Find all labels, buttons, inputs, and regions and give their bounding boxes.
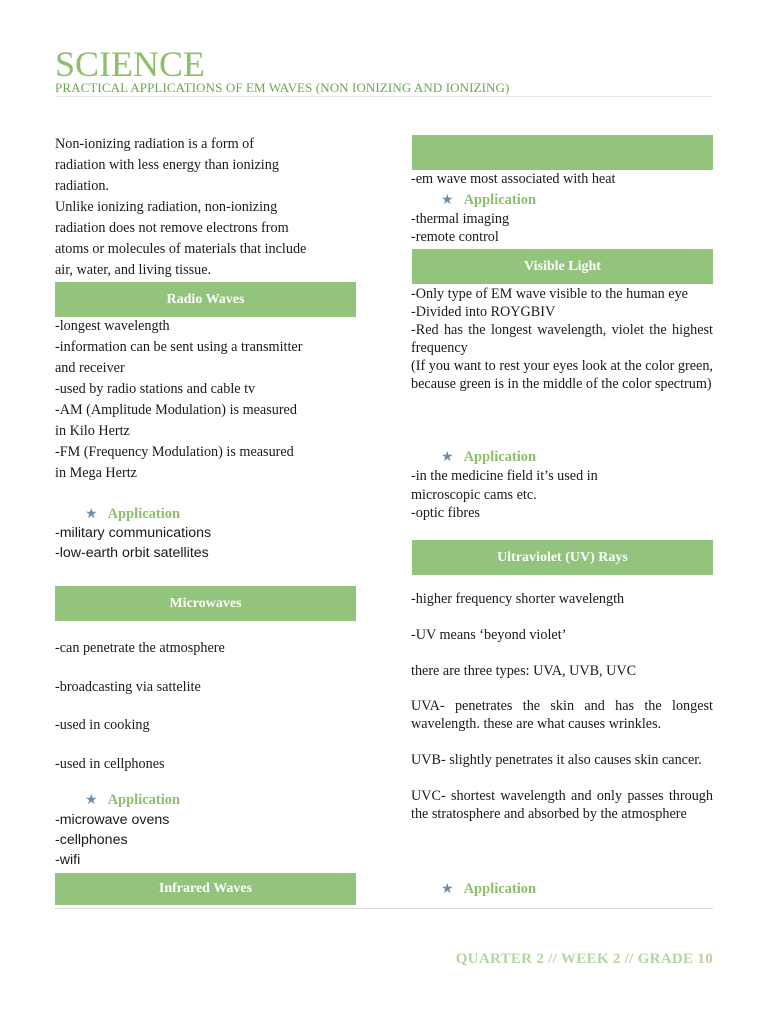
radio-line: -FM (Frequency Modulation) is measured [55, 444, 294, 460]
uv-line: UVC- shortest wavelength and only passes through the stratosphere and absorbed by the atmosphere [411, 788, 713, 822]
microwaves-heading: Microwaves [55, 586, 356, 621]
intro-line: radiation. [55, 178, 109, 194]
radio-applications [55, 523, 360, 563]
visible-application-item: -in the medicine field it’s used in [411, 468, 598, 484]
microwave-application-item: -wifi [55, 852, 81, 868]
page-subtitle: PRACTICAL APPLICATIONS OF EM WAVES (NON IONIZING AND IONIZING) [55, 80, 510, 95]
infrared-applications [411, 210, 713, 246]
uv-line: -higher frequency shorter wavelength [411, 591, 625, 607]
infrared-application-item: -remote control [411, 229, 499, 245]
visible-application-item: -optic fibres [411, 505, 480, 521]
star-icon: ★ [441, 882, 454, 897]
radio-application-item: -military communications [55, 525, 212, 541]
uv-line: there are three types: UVA, UVB, UVC [411, 663, 637, 679]
radio-application-heading: ★ Application [85, 506, 181, 522]
visible-light-text [411, 285, 713, 393]
visible-application-heading: ★ Application [441, 449, 537, 465]
radio-line: and receiver [55, 360, 125, 376]
microwave-line: -can penetrate the atmosphere [55, 640, 225, 656]
microwaves-application-heading: ★ Application [85, 792, 181, 808]
radio-line: -used by radio stations and cable tv [55, 381, 256, 397]
star-icon: ★ [85, 793, 98, 808]
star-icon: ★ [85, 507, 98, 522]
infrared-text [411, 170, 713, 188]
microwaves-applications [55, 810, 360, 870]
intro-line: radiation does not remove electrons from [55, 220, 289, 236]
uv-line: UVA- penetrates the skin and has the longest wavelength. these are what causes wrinkles. [411, 698, 713, 732]
visible-line: -Only type of EM wave visible to the human eye [411, 286, 688, 302]
intro-line: radiation with less energy than ionizing [55, 157, 279, 173]
page-title: SCIENCE [55, 44, 206, 84]
radio-application-item: -low-earth orbit satellites [55, 545, 209, 561]
visible-applications [411, 467, 713, 523]
intro-line: air, water, and living tissue. [55, 262, 212, 278]
radio-line: in Kilo Hertz [55, 423, 130, 439]
microwave-application-item: -microwave ovens [55, 812, 170, 828]
microwaves-text [55, 640, 360, 773]
footer-divider [55, 908, 713, 909]
uv-line: UVB- slightly penetrates it also causes skin cancer. [411, 752, 702, 768]
star-icon: ★ [441, 450, 454, 465]
intro-line: Non-ionizing radiation is a form of [55, 136, 254, 152]
microwave-application-item: -cellphones [55, 832, 128, 848]
radio-waves-heading: Radio Waves [55, 282, 356, 317]
intro-paragraph [55, 134, 360, 281]
uv-line: -UV means ‘beyond violet’ [411, 627, 567, 643]
infrared-continued-banner [412, 135, 713, 170]
visible-light-heading: Visible Light [412, 249, 713, 284]
microwave-line: -used in cooking [55, 717, 150, 733]
star-icon: ★ [441, 193, 454, 208]
microwave-line: -used in cellphones [55, 755, 165, 772]
uv-text [411, 590, 713, 823]
radio-line: in Mega Hertz [55, 465, 137, 481]
header-divider [55, 96, 713, 97]
page-footer: QUARTER 2 // WEEK 2 // GRADE 10 [455, 951, 713, 967]
infrared-heading: Infrared Waves [55, 873, 356, 905]
visible-application-item: microscopic cams etc. [411, 486, 537, 503]
uv-rays-heading: Ultraviolet (UV) Rays [412, 540, 713, 575]
radio-line: -longest wavelength [55, 318, 170, 334]
intro-line: atoms or molecules of materials that include [55, 241, 307, 257]
radio-waves-text [55, 316, 360, 484]
visible-line: (If you want to rest your eyes look at the color green, because green is in the middle of the color spectrum) [411, 358, 713, 392]
radio-line: -AM (Amplitude Modulation) is measured [55, 402, 297, 418]
infrared-application-heading: ★ Application [441, 192, 537, 208]
uv-application-heading: ★ Application [441, 881, 537, 897]
microwave-line: -broadcasting via sattelite [55, 678, 201, 695]
infrared-application-item: -thermal imaging [411, 211, 510, 227]
visible-line: -Divided into ROYGBIV [411, 304, 556, 320]
visible-line: -Red has the longest wavelength, violet the highest frequency [411, 322, 713, 356]
infrared-line: -em wave most associated with heat [411, 171, 616, 187]
intro-line: Unlike ionizing radiation, non-ionizing [55, 199, 278, 215]
radio-line: -information can be sent using a transmitter [55, 339, 303, 355]
